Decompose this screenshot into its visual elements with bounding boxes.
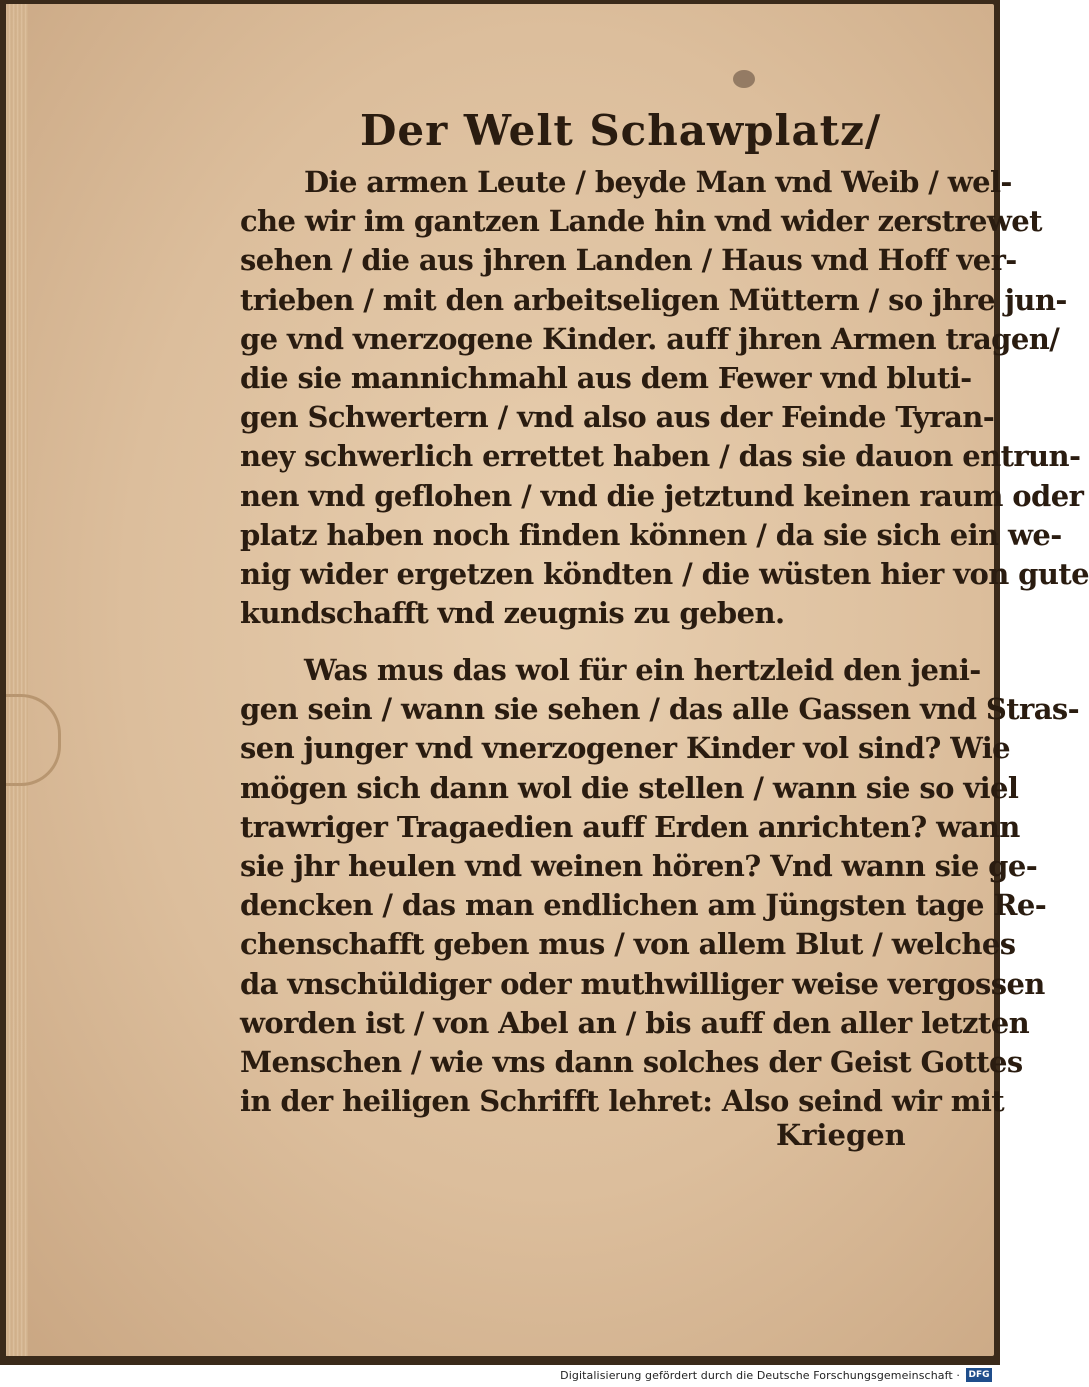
text-line: sehen / die aus jhren Landen / Haus vnd Hoff ver-	[240, 243, 1017, 278]
text-line: kundschafft vnd zeugnis zu geben.	[240, 596, 785, 631]
running-heading: Der Welt Schawplatz/	[360, 106, 882, 155]
ink-stain	[733, 70, 755, 88]
footer-bar	[0, 1365, 1000, 1387]
text-line: die sie mannichmahl aus dem Fewer vnd bluti-	[240, 361, 972, 396]
text-line: worden ist / von Abel an / bis auff den aller letzten	[240, 1005, 1030, 1040]
text-line: sie jhr heulen vnd weinen hören? Vnd wann sie ge-	[240, 849, 1038, 884]
text-line: trawriger Tragaedien auff Erden anrichten? wann	[240, 809, 1020, 844]
text-line: chenschafft geben mus / von allem Blut / welches	[240, 927, 1016, 962]
text-line: gen Schwertern / vnd also aus der Feinde Tyran-	[240, 400, 995, 435]
text-line: in der heiligen Schrifft lehret: Also seind wir mit	[240, 1084, 1005, 1119]
text-line: nen vnd geflohen / vnd die jetztund keinen raum oder	[240, 478, 1084, 513]
footer-credit: Digitalisierung gefördert durch die Deutsche Forschungsgemeinschaft ·	[560, 1369, 960, 1382]
text-line: nig wider ergetzen köndten / die wüsten hier von gute	[240, 557, 1089, 592]
text-line: trieben / mit den arbeitseligen Müttern / so jhre jun-	[240, 282, 1067, 317]
catchword: Kriegen	[776, 1118, 906, 1152]
text-line: Die armen Leute / beyde Man vnd Weib / wel-	[304, 165, 1012, 199]
text-line: che wir im gantzen Lande hin vnd wider zerstrewet	[240, 204, 1042, 239]
text-line: da vnschüldiger oder muthwilliger weise vergossen	[240, 966, 1045, 1001]
text-line: platz haben noch finden können / da sie sich ein we-	[240, 517, 1062, 552]
text-line: dencken / das man endlichen am Jüngsten tage Re-	[240, 888, 1047, 923]
text-line: ge vnd vnerzogene Kinder. auff jhren Armen tragen/	[240, 321, 1060, 356]
text-line: gen sein / wann sie sehen / das alle Gassen vnd Stras-	[240, 692, 1080, 727]
text-line: Was mus das wol für ein hertzleid den jeni-	[304, 653, 981, 687]
paragraph-1	[240, 163, 1089, 633]
page-edges	[6, 4, 28, 1356]
text-line: Menschen / wie vns dann solches der Geist Gottes	[240, 1045, 1023, 1080]
text-line: ney schwerlich errettet haben / das sie dauon entrun-	[240, 439, 1081, 474]
bookmark-ribbon	[6, 694, 61, 786]
paragraph-2	[240, 651, 1080, 1121]
dfg-logo-icon: DFG	[966, 1368, 992, 1382]
text-line: sen junger vnd vnerzogener Kinder vol sind? Wie	[240, 731, 1010, 766]
text-line: mögen sich dann wol die stellen / wann sie so viel	[240, 770, 1019, 805]
